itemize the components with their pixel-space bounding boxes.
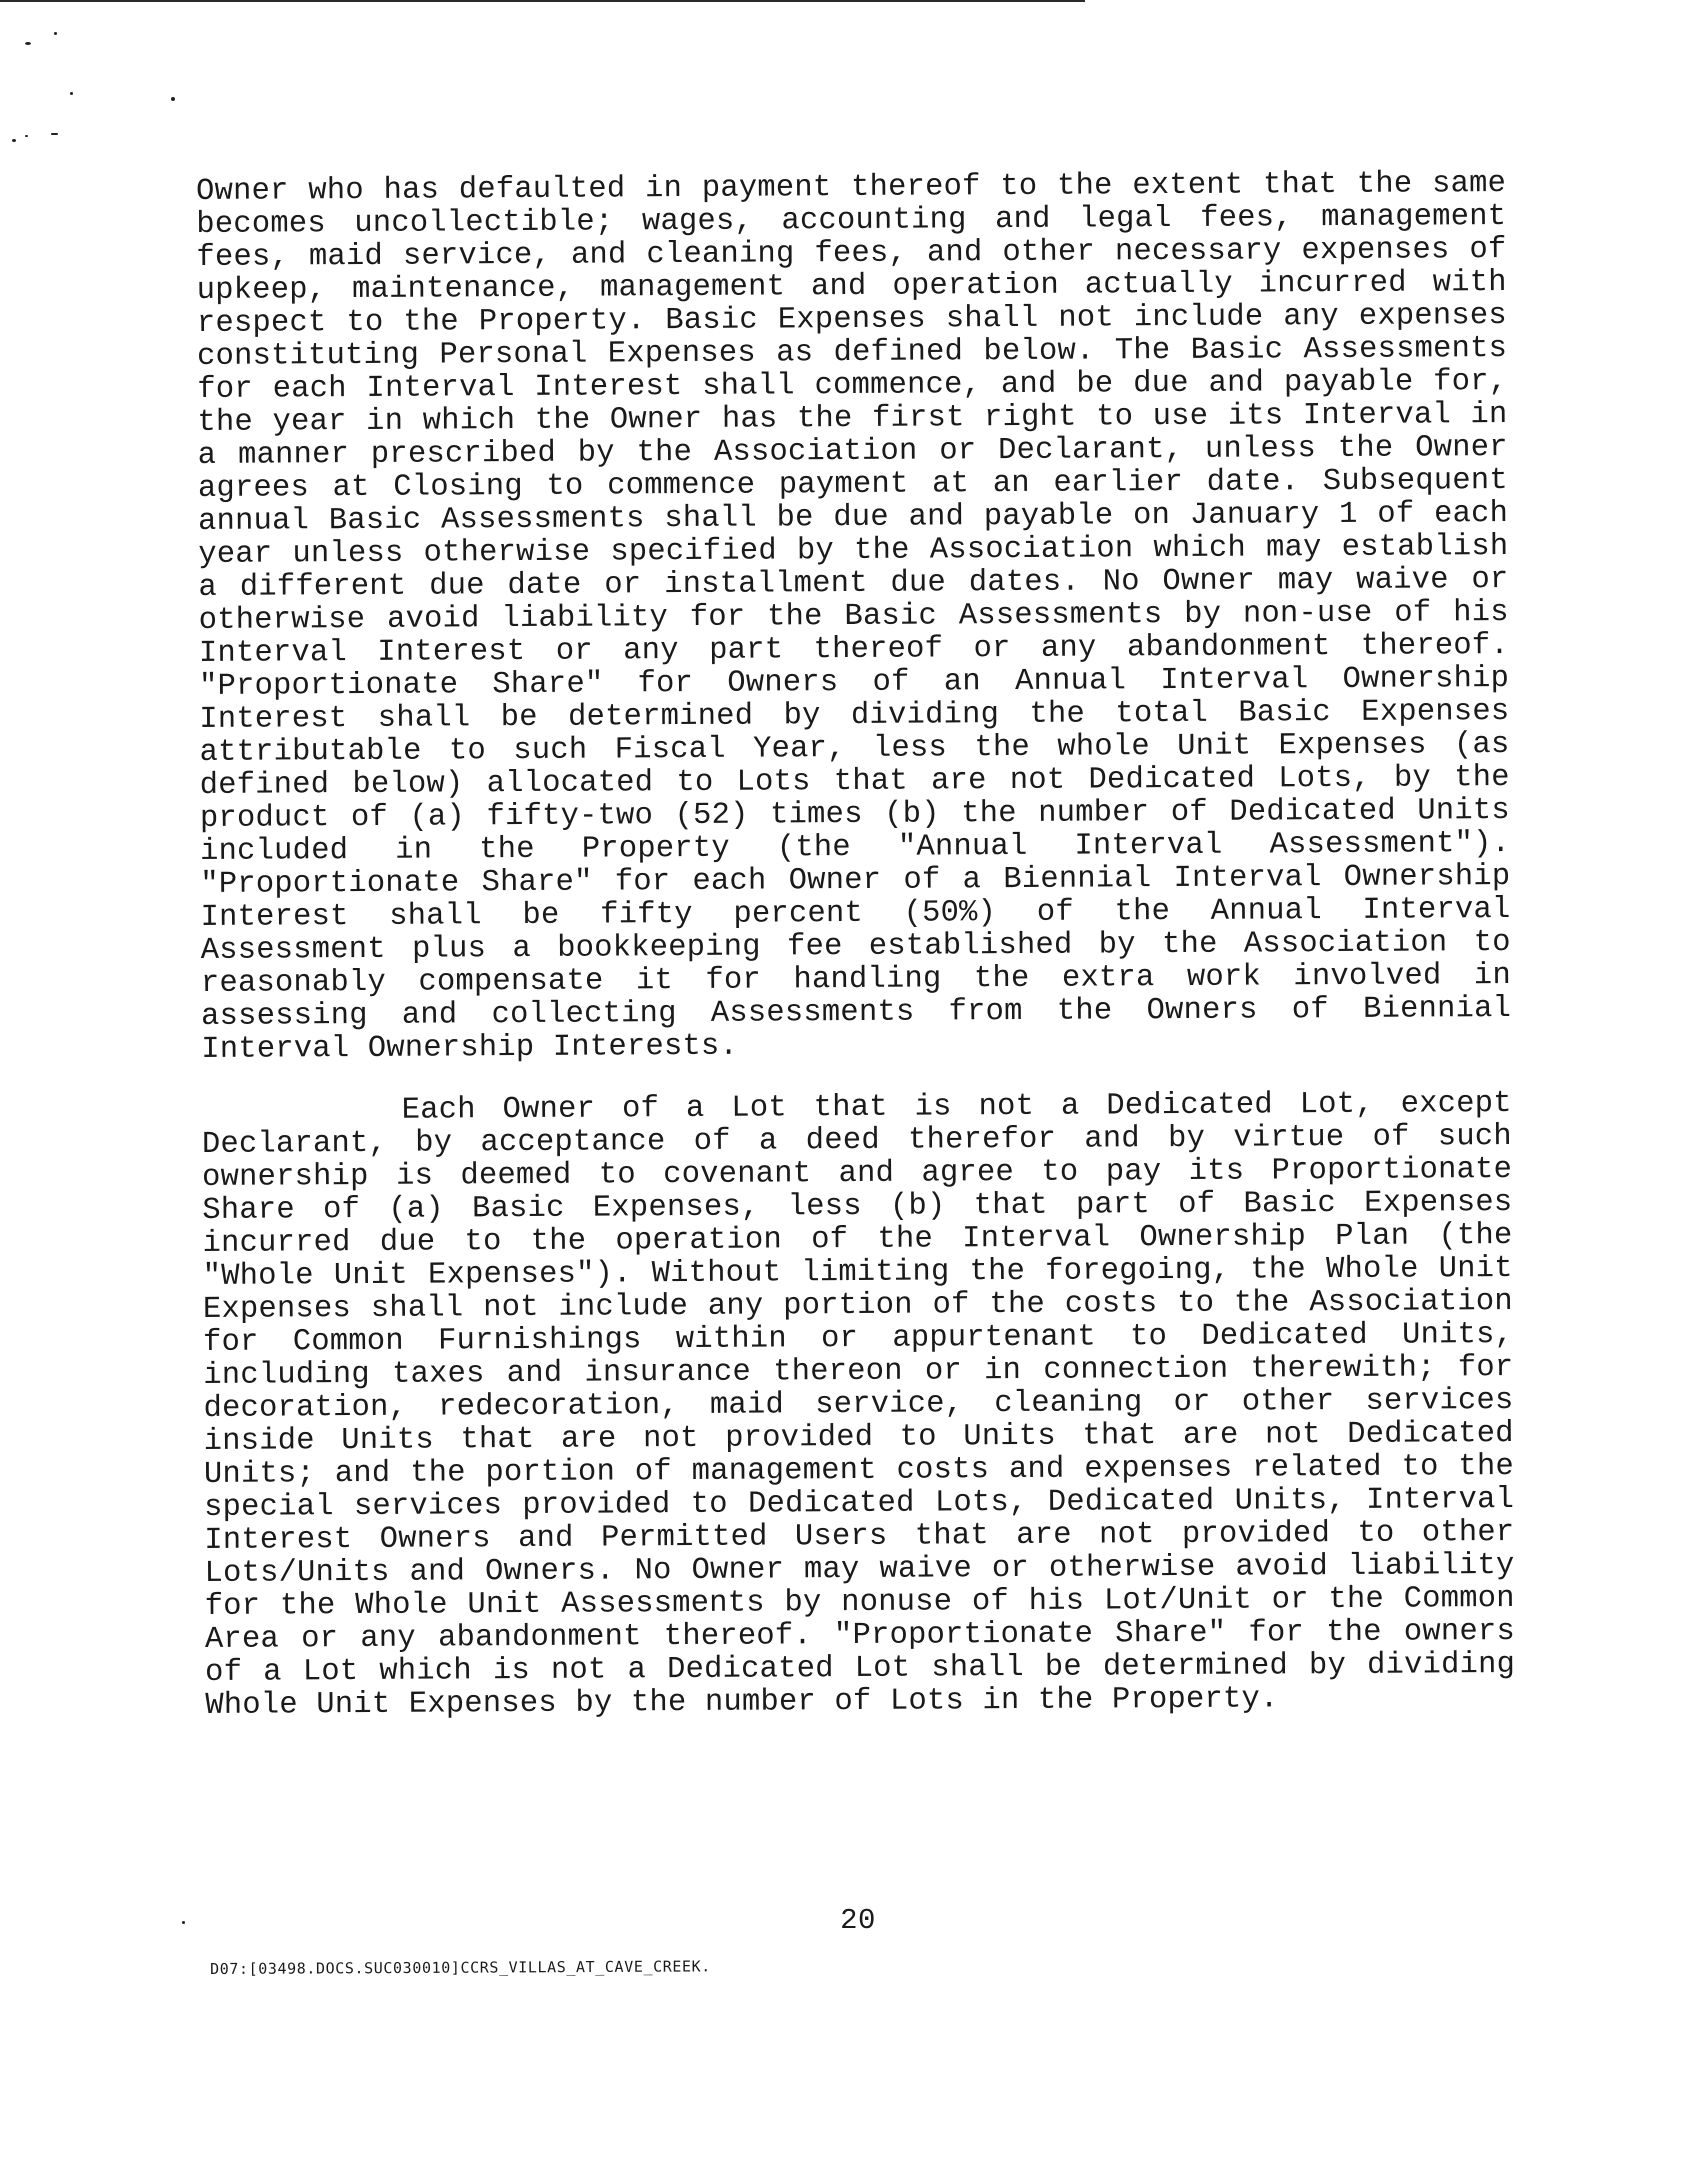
body-paragraph: Owner who has defaulted in payment thereof to the extent that the same becomes uncollectible; wages, accounting and legal fees, management fees, maid service, and cleaning fees, and other necessary expenses of upkeep, maintenance, management and operation actually incurred with respect to the Property. Basic Expenses shall not include any expenses constituting Personal Expenses as defined below. The Basic Assessments for each Interval Interest shall commence, and be due and payable for, the year in which the Owner has the first right to use its Interval in a manner prescribed by the Association or Declarant, unless the Owner agrees at Closing to commence payment at an earlier date. Subsequent annual Basic Assessments shall be due and payable on January 1 of each year unless otherwise specified by the Association which may establish a different due date or installment due dates. No Owner may waive or otherwise avoid liability for the Basic Assessments by non-use of his Interval Interest or any part thereof or any abandonment thereof. "Proportionate Share" for Owners of an Annual Interval Ownership Interest shall be determined by dividing the total Basic Expenses attributable to such Fiscal Year, less the whole Unit Expenses (as defined below) allocated to Lots that are not Dedicated Lots, by the product of (a) fifty-two (52) times (b) the number of Dedicated Units included in the Property (the "Annual Interval Assessment"). "Proportionate Share" for each Owner of a Biennial Interval Ownership Interest shall be fifty percent (50%) of the Annual Interval Assessment plus a bookkeeping fee established by the Association to reasonably compensate it for handling the extra work involved in assessing and collecting Assessments from the Owners of Biennial Interval Ownership Interests. [195,166,1512,1067]
document-reference-footer: D07:[03498.DOCS.SUC030010]CCRS_VILLAS_AT_CAVE_CREEK. [210,1957,711,1978]
scan-speck [25,135,28,137]
scan-speck [171,97,175,101]
scan-speck [54,32,57,35]
body-paragraph: Each Owner of a Lot that is not a Dedicated Lot, except Declarant, by acceptance of a deed therefor and by virtue of such ownership is deemed to covenant and agree to pay its Proportionate Share of (a) Basic Expenses, less (b) that part of Basic Expenses incurred due to the operation of the Interval Ownership Plan (the "Whole Unit Expenses"). Without limiting the foregoing, the Whole Unit Expenses shall not include any portion of the costs to the Association for Common Furnishings within or appurtenant to Dedicated Units, including taxes and insurance thereon or in connection therewith; for decoration, redecoration, maid service, cleaning or other services inside Units that are not provided to Units that are not Dedicated Units; and the portion of management costs and expenses related to the special services provided to Dedicated Lots, Dedicated Units, Interval Interest Owners and Permitted Users that are not provided to other Lots/Units and Owners. No Owner may waive or otherwise avoid liability for the Whole Unit Assessments by nonuse of his Lot/Unit or the Common Area or any abandonment thereof. "Proportionate Share" for the owners of a Lot which is not a Dedicated Lot shall be determined by dividing Whole Unit Expenses by the number of Lots in the Property. [201,1086,1516,1723]
scan-speck [25,42,31,45]
document-body [196,168,1515,1723]
top-edge-rule [0,0,1085,2]
scan-speck [70,92,73,95]
scan-speck [12,139,16,142]
scan-speck [51,133,58,135]
page-number: 20 [840,1904,876,1937]
